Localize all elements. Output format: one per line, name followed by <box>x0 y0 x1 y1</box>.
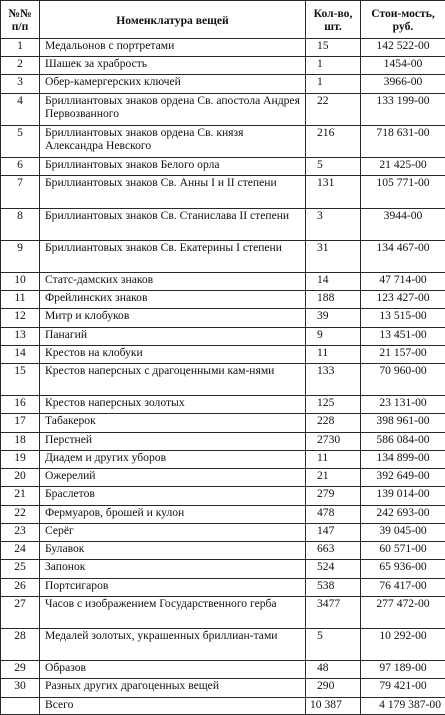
row-number: 22 <box>1 505 40 523</box>
row-number: 9 <box>1 240 40 272</box>
row-name: Диадем и других уборов <box>40 450 306 468</box>
row-name: Крестов наперсных золотых <box>40 396 306 414</box>
row-cost: 13 515-00 <box>361 309 445 327</box>
row-quantity: 15 <box>306 39 361 57</box>
row-name: Часов с изображением Государственного герба <box>40 596 306 628</box>
row-quantity: 48 <box>306 661 361 679</box>
table-row <box>1 125 445 157</box>
header-cost <box>361 1 445 39</box>
row-number: 17 <box>1 414 40 432</box>
row-number: 15 <box>1 364 40 396</box>
row-name: Перстней <box>40 432 306 450</box>
table-row <box>1 345 445 363</box>
header-cost-label: Стои-мость, руб. <box>371 7 435 33</box>
row-quantity: 663 <box>306 542 361 560</box>
row-number: 8 <box>1 208 40 240</box>
table-row <box>1 578 445 596</box>
row-number: 24 <box>1 542 40 560</box>
row-quantity: 21 <box>306 469 361 487</box>
row-quantity: 39 <box>306 309 361 327</box>
row-number: 6 <box>1 158 40 176</box>
row-cost: 718 631-00 <box>361 125 445 157</box>
row-quantity: 290 <box>306 679 361 698</box>
row-quantity: 538 <box>306 578 361 596</box>
row-cost: 70 960-00 <box>361 364 445 396</box>
table-row <box>1 291 445 309</box>
row-cost: 277 472-00 <box>361 596 445 628</box>
row-cost: 123 427-00 <box>361 291 445 309</box>
row-number: 10 <box>1 272 40 290</box>
row-quantity: 1 <box>306 57 361 75</box>
row-number: 4 <box>1 93 40 125</box>
total-row <box>1 698 445 715</box>
header-name: Номенклатура вещей <box>40 1 306 39</box>
row-cost: 39 045-00 <box>361 523 445 541</box>
table-row <box>1 469 445 487</box>
header-quantity-label: Кол-во, шт. <box>313 7 353 33</box>
table-row <box>1 75 445 93</box>
row-name: Шашек за храбрость <box>40 57 306 75</box>
row-quantity: 31 <box>306 240 361 272</box>
row-quantity: 1 <box>306 75 361 93</box>
row-cost: 134 467-00 <box>361 240 445 272</box>
table-row <box>1 240 445 272</box>
row-name: Крестов наперсных с драгоценными кам-нями <box>40 364 306 396</box>
row-name: Крестов на клобуки <box>40 345 306 363</box>
table-row <box>1 432 445 450</box>
row-cost: 3966-00 <box>361 75 445 93</box>
table-row <box>1 661 445 679</box>
header-number-label: №№ п/п <box>8 7 32 33</box>
row-number: 13 <box>1 327 40 345</box>
row-cost: 21 157-00 <box>361 345 445 363</box>
row-name: Бриллиантовых знаков Белого орла <box>40 158 306 176</box>
row-name: Серёг <box>40 523 306 541</box>
row-name: Панагий <box>40 327 306 345</box>
row-quantity: 11 <box>306 345 361 363</box>
row-name: Бриллиантовых знаков ордена Св. апостола Андрея Первозванного <box>40 93 306 125</box>
row-quantity: 279 <box>306 487 361 505</box>
row-cost: 97 189-00 <box>361 661 445 679</box>
row-name: Митр и клобуков <box>40 309 306 327</box>
row-number: 11 <box>1 291 40 309</box>
table-row <box>1 596 445 628</box>
row-name: Бриллиантовых знаков Св. Анны I и II степени <box>40 176 306 208</box>
row-name: Образов <box>40 661 306 679</box>
row-number: 7 <box>1 176 40 208</box>
row-quantity: 9 <box>306 327 361 345</box>
row-cost: 134 899-00 <box>361 450 445 468</box>
row-cost: 10 292-00 <box>361 629 445 661</box>
row-quantity: 125 <box>306 396 361 414</box>
row-name: Фермуаров, брошей и кулон <box>40 505 306 523</box>
row-number: 3 <box>1 75 40 93</box>
row-number: 28 <box>1 629 40 661</box>
row-cost: 3944-00 <box>361 208 445 240</box>
table-row <box>1 309 445 327</box>
table-row <box>1 93 445 125</box>
total-number-cell <box>1 698 40 715</box>
row-cost: 65 936-00 <box>361 560 445 578</box>
table-row <box>1 396 445 414</box>
row-name: Портсигаров <box>40 578 306 596</box>
row-number: 1 <box>1 39 40 57</box>
table-row <box>1 629 445 661</box>
table-row <box>1 208 445 240</box>
row-name: Бриллиантовых знаков ордена Св. князя Александра Невского <box>40 125 306 157</box>
row-name: Фрейлинских знаков <box>40 291 306 309</box>
row-name: Обер-камергерских ключей <box>40 75 306 93</box>
row-quantity: 478 <box>306 505 361 523</box>
row-quantity: 14 <box>306 272 361 290</box>
row-name: Ожерелий <box>40 469 306 487</box>
row-cost: 139 014-00 <box>361 487 445 505</box>
row-number: 25 <box>1 560 40 578</box>
row-name: Браслетов <box>40 487 306 505</box>
row-name: Запонок <box>40 560 306 578</box>
row-name: Бриллиантовых знаков Св. Екатерины I степени <box>40 240 306 272</box>
row-cost: 47 714-00 <box>361 272 445 290</box>
row-cost: 586 084-00 <box>361 432 445 450</box>
row-quantity: 3 <box>306 208 361 240</box>
row-number: 5 <box>1 125 40 157</box>
table-row <box>1 57 445 75</box>
total-cost: 4 179 387-00 <box>361 698 445 715</box>
row-number: 12 <box>1 309 40 327</box>
row-quantity: 216 <box>306 125 361 157</box>
row-name: Медальонов с портретами <box>40 39 306 57</box>
table-row <box>1 450 445 468</box>
row-cost: 392 649-00 <box>361 469 445 487</box>
row-quantity: 11 <box>306 450 361 468</box>
row-cost: 142 522-00 <box>361 39 445 57</box>
row-number: 29 <box>1 661 40 679</box>
row-cost: 79 421-00 <box>361 679 445 698</box>
table-row <box>1 523 445 541</box>
row-quantity: 133 <box>306 364 361 396</box>
table-row <box>1 176 445 208</box>
row-name: Булавок <box>40 542 306 560</box>
table-row <box>1 679 445 698</box>
row-cost: 1454-00 <box>361 57 445 75</box>
table-row <box>1 542 445 560</box>
row-quantity: 3477 <box>306 596 361 628</box>
table-row <box>1 364 445 396</box>
row-cost: 242 693-00 <box>361 505 445 523</box>
row-quantity: 5 <box>306 629 361 661</box>
row-quantity: 228 <box>306 414 361 432</box>
row-number: 26 <box>1 578 40 596</box>
row-number: 20 <box>1 469 40 487</box>
table-row <box>1 39 445 57</box>
row-number: 30 <box>1 679 40 698</box>
row-quantity: 188 <box>306 291 361 309</box>
row-cost: 76 417-00 <box>361 578 445 596</box>
total-label: Всего <box>40 698 306 715</box>
table-row <box>1 560 445 578</box>
row-cost: 398 961-00 <box>361 414 445 432</box>
total-quantity: 10 387 <box>306 698 361 715</box>
table-row <box>1 272 445 290</box>
row-name: Разных других драгоценных вещей <box>40 679 306 698</box>
row-number: 14 <box>1 345 40 363</box>
row-quantity: 2730 <box>306 432 361 450</box>
row-cost: 133 199-00 <box>361 93 445 125</box>
table-row <box>1 487 445 505</box>
row-number: 21 <box>1 487 40 505</box>
table-row <box>1 505 445 523</box>
table-body <box>1 39 445 698</box>
row-number: 18 <box>1 432 40 450</box>
row-quantity: 524 <box>306 560 361 578</box>
row-number: 27 <box>1 596 40 628</box>
table-header-row <box>1 1 445 39</box>
row-quantity: 131 <box>306 176 361 208</box>
row-quantity: 22 <box>306 93 361 125</box>
row-name: Табакерок <box>40 414 306 432</box>
row-cost: 60 571-00 <box>361 542 445 560</box>
row-name: Бриллиантовых знаков Св. Станислава II степени <box>40 208 306 240</box>
row-cost: 23 131-00 <box>361 396 445 414</box>
table-row <box>1 158 445 176</box>
row-name: Статс-дамских знаков <box>40 272 306 290</box>
header-quantity <box>306 1 361 39</box>
row-number: 2 <box>1 57 40 75</box>
row-number: 16 <box>1 396 40 414</box>
row-quantity: 147 <box>306 523 361 541</box>
row-cost: 13 451-00 <box>361 327 445 345</box>
row-cost: 105 771-00 <box>361 176 445 208</box>
row-number: 19 <box>1 450 40 468</box>
row-cost: 21 425-00 <box>361 158 445 176</box>
header-number <box>1 1 40 39</box>
table-row <box>1 414 445 432</box>
row-number: 23 <box>1 523 40 541</box>
table-row <box>1 327 445 345</box>
row-name: Медалей золотых, украшенных бриллиан-тами <box>40 629 306 661</box>
row-quantity: 5 <box>306 158 361 176</box>
